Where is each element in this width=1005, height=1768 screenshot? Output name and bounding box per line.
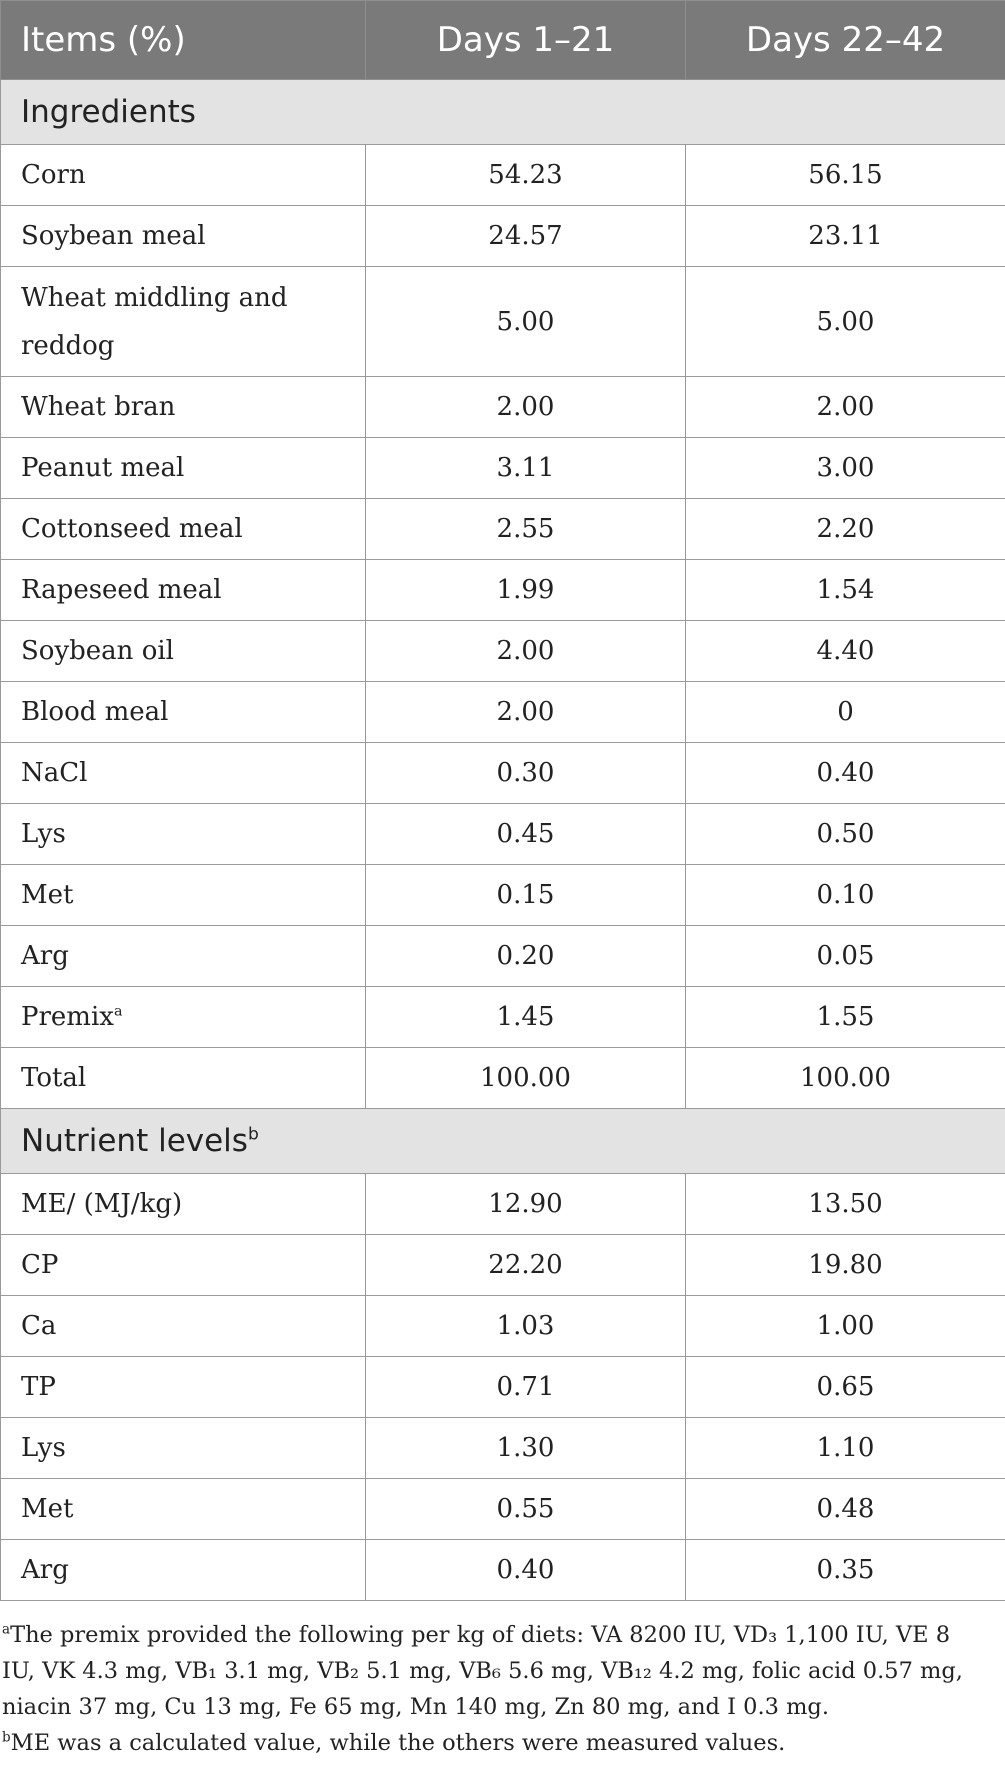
- row-value-days-22-42: 0.05: [686, 926, 1005, 987]
- row-value-days-22-42: 5.00: [686, 267, 1005, 377]
- row-label: Soybean meal: [1, 206, 366, 267]
- row-label: CP: [1, 1235, 366, 1296]
- row-label: Ca: [1, 1296, 366, 1357]
- row-value-days-1-21: 5.00: [366, 267, 686, 377]
- row-value-days-1-21: 1.45: [366, 987, 686, 1048]
- footnote-a: [0, 1617, 987, 1725]
- table-row: [1, 621, 1005, 682]
- row-label: Lys: [1, 804, 366, 865]
- row-value-days-22-42: 0.35: [686, 1540, 1005, 1601]
- header-items: Items (%): [1, 1, 366, 80]
- table-row: [1, 499, 1005, 560]
- row-value-days-22-42: 1.10: [686, 1418, 1005, 1479]
- row-label: Total: [1, 1048, 366, 1109]
- row-value-days-1-21: 0.15: [366, 865, 686, 926]
- header-days-1-21: Days 1–21: [366, 1, 686, 80]
- row-value-days-1-21: 0.71: [366, 1357, 686, 1418]
- table-row: [1, 865, 1005, 926]
- row-value-days-22-42: 0.10: [686, 865, 1005, 926]
- table-row: [1, 1048, 1005, 1109]
- footnote-b-text: ME was a calculated value, while the others were measured values.: [10, 1730, 786, 1756]
- table-row: [1, 1296, 1005, 1357]
- row-label: NaCl: [1, 743, 366, 804]
- footnote-marker: b: [247, 1124, 259, 1145]
- row-value-days-1-21: 3.11: [366, 438, 686, 499]
- row-value-days-1-21: 24.57: [366, 206, 686, 267]
- table-row: [1, 438, 1005, 499]
- table-header-row: [1, 1, 1005, 80]
- row-value-days-1-21: 2.00: [366, 682, 686, 743]
- row-value-days-22-42: 0.50: [686, 804, 1005, 865]
- row-value-days-1-21: 0.30: [366, 743, 686, 804]
- row-label: Peanut meal: [1, 438, 366, 499]
- table-row: [1, 1540, 1005, 1601]
- table-row: [1, 1479, 1005, 1540]
- row-value-days-22-42: 0.40: [686, 743, 1005, 804]
- section-title-nutrient-levels: Nutrient levels$^b$: [1, 1109, 1005, 1174]
- table-row: [1, 560, 1005, 621]
- table-row: [1, 377, 1005, 438]
- row-label: Corn: [1, 145, 366, 206]
- row-label: Wheat bran: [1, 377, 366, 438]
- row-value-days-1-21: 2.55: [366, 499, 686, 560]
- row-value-days-22-42: 0.48: [686, 1479, 1005, 1540]
- table-row: [1, 1357, 1005, 1418]
- row-label: TP: [1, 1357, 366, 1418]
- row-value-days-1-21: 22.20: [366, 1235, 686, 1296]
- header-days-22-42: Days 22–42: [686, 1, 1005, 80]
- table-row: [1, 1174, 1005, 1235]
- row-value-days-22-42: 1.54: [686, 560, 1005, 621]
- row-value-days-1-21: 2.00: [366, 621, 686, 682]
- row-label: Met: [1, 865, 366, 926]
- row-label: ME/ (MJ/kg): [1, 1174, 366, 1235]
- row-label: Cottonseed meal: [1, 499, 366, 560]
- table-row: [1, 1418, 1005, 1479]
- row-value-days-22-42: 13.50: [686, 1174, 1005, 1235]
- row-value-days-22-42: 3.00: [686, 438, 1005, 499]
- table-row: [1, 682, 1005, 743]
- row-value-days-1-21: 2.00: [366, 377, 686, 438]
- row-value-days-1-21: 0.45: [366, 804, 686, 865]
- row-label: Arg: [1, 926, 366, 987]
- row-label: Arg: [1, 1540, 366, 1601]
- footnote-b: [0, 1725, 987, 1761]
- row-value-days-1-21: 1.03: [366, 1296, 686, 1357]
- footnote-a-text: The premix provided the following per kg of diets: VA 8200 IU, VD₃ 1,100 IU, VE 8 IU, VK 4.3 mg, VB₁ 3.1 mg, VB₂ 5.1 mg, VB₆ 5.6 mg, VB₁₂ 4.2 mg, folic acid 0.57 mg, niacin 37 mg, Cu 13 mg, Fe 65 mg, Mn 140 mg, Zn 80 mg, and I 0.3 mg.: [2, 1622, 963, 1720]
- row-value-days-22-42: 1.55: [686, 987, 1005, 1048]
- row-value-days-1-21: 0.55: [366, 1479, 686, 1540]
- table-row: [1, 206, 1005, 267]
- table-row: [1, 145, 1005, 206]
- row-value-days-22-42: 100.00: [686, 1048, 1005, 1109]
- row-value-days-22-42: 0.65: [686, 1357, 1005, 1418]
- row-label: Lys: [1, 1418, 366, 1479]
- row-value-days-1-21: 0.20: [366, 926, 686, 987]
- row-label: Blood meal: [1, 682, 366, 743]
- row-label: Rapeseed meal: [1, 560, 366, 621]
- table-row: [1, 804, 1005, 865]
- row-value-days-22-42: 1.00: [686, 1296, 1005, 1357]
- row-label: Premix$^a$: [1, 987, 366, 1048]
- table-row: [1, 743, 1005, 804]
- row-label: Soybean oil: [1, 621, 366, 682]
- row-label: Met: [1, 1479, 366, 1540]
- row-value-days-22-42: 0: [686, 682, 1005, 743]
- row-value-days-22-42: 56.15: [686, 145, 1005, 206]
- table-row: [1, 926, 1005, 987]
- section-row-nutrient-levels: [1, 1109, 1005, 1174]
- table-row: [1, 267, 1005, 377]
- row-value-days-1-21: 1.99: [366, 560, 686, 621]
- row-value-days-1-21: 54.23: [366, 145, 686, 206]
- row-value-days-22-42: 19.80: [686, 1235, 1005, 1296]
- row-value-days-1-21: 100.00: [366, 1048, 686, 1109]
- footnote-marker: a: [113, 1003, 123, 1020]
- table-row: [1, 987, 1005, 1048]
- row-label: Wheat middling and reddog: [1, 267, 366, 377]
- section-row-ingredients: [1, 80, 1005, 145]
- row-value-days-22-42: 23.11: [686, 206, 1005, 267]
- row-value-days-1-21: 1.30: [366, 1418, 686, 1479]
- section-title-ingredients: Ingredients: [1, 80, 1005, 145]
- row-value-days-22-42: 4.40: [686, 621, 1005, 682]
- row-value-days-1-21: 12.90: [366, 1174, 686, 1235]
- table-row: [1, 1235, 1005, 1296]
- footnote-b-marker: b: [2, 1729, 11, 1746]
- footnote-a-marker: a: [2, 1621, 11, 1638]
- row-value-days-22-42: 2.00: [686, 377, 1005, 438]
- row-value-days-1-21: 0.40: [366, 1540, 686, 1601]
- row-value-days-22-42: 2.20: [686, 499, 1005, 560]
